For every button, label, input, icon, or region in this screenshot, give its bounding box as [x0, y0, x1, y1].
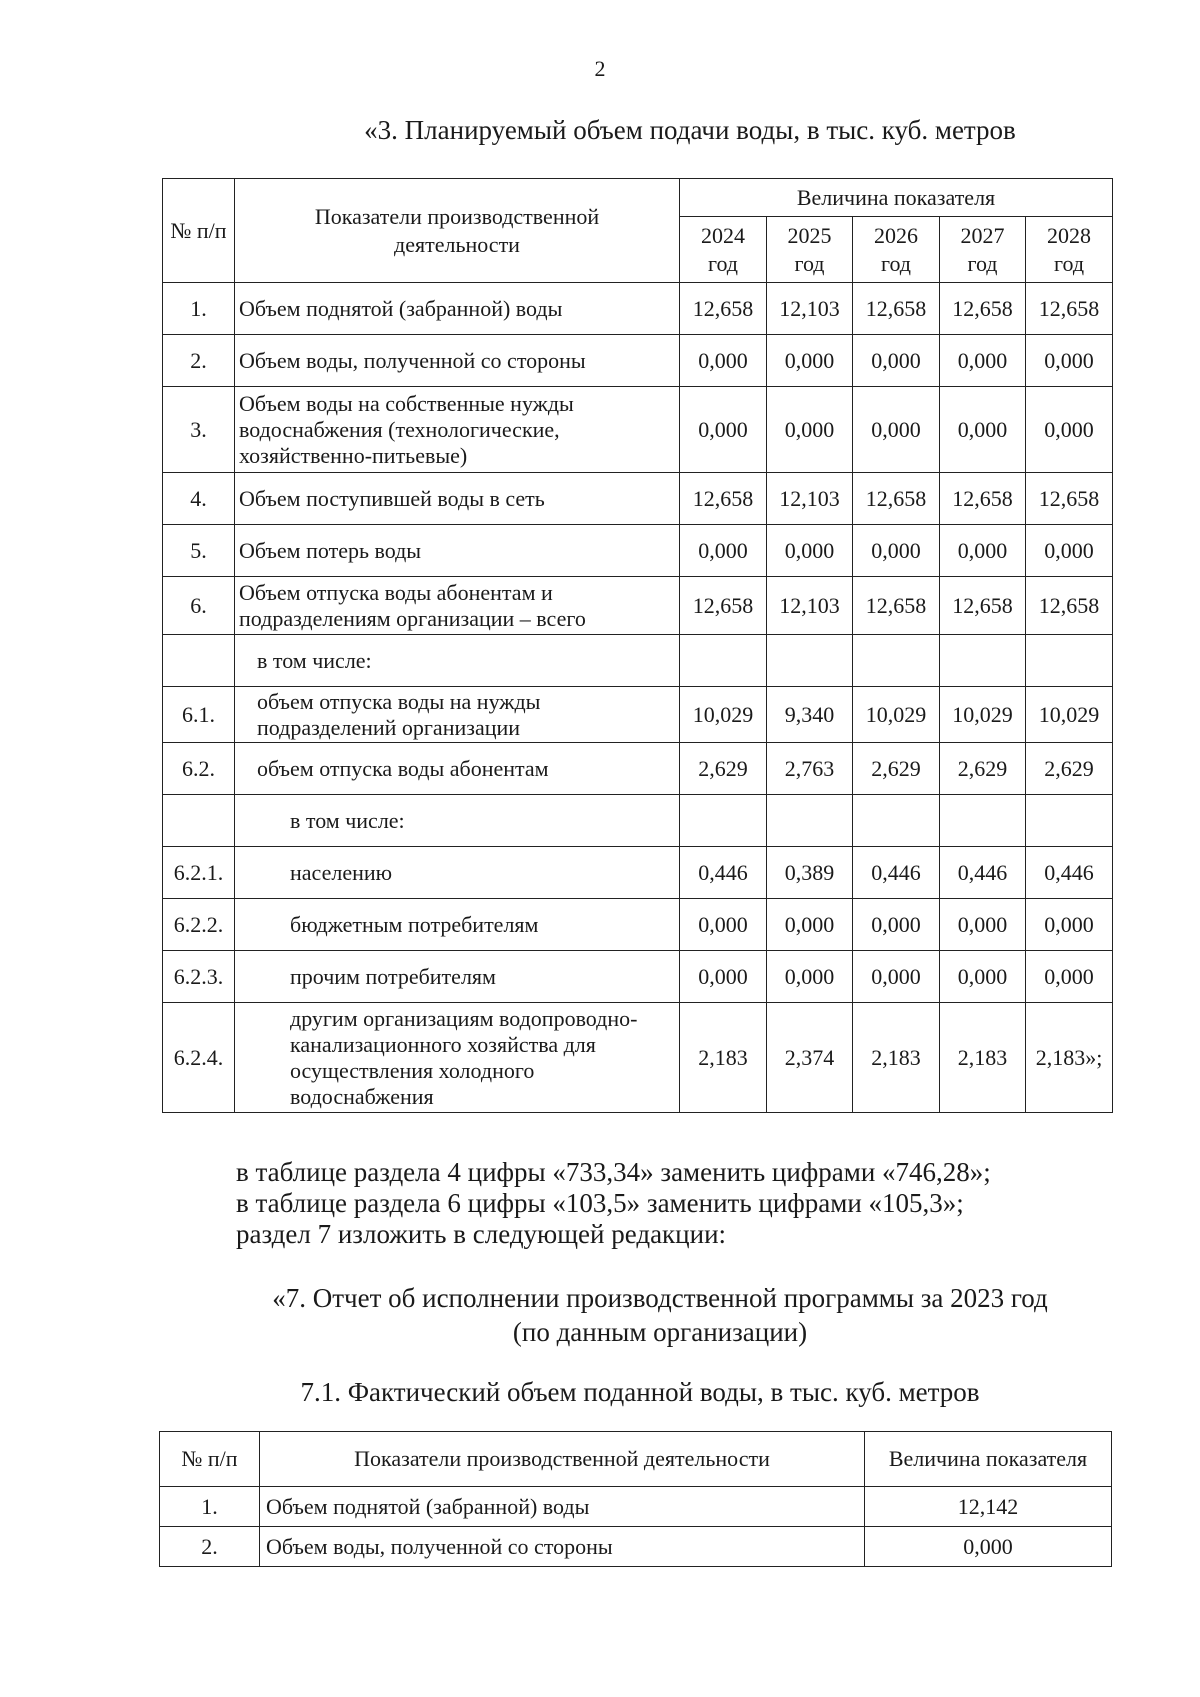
- row-value: 0,000: [680, 899, 767, 951]
- row-value: 12,658: [940, 577, 1026, 635]
- row-value: 0,000: [680, 387, 767, 473]
- row-value: 0,000: [767, 387, 853, 473]
- row-value: [1026, 635, 1113, 687]
- row-value: 12,658: [853, 577, 940, 635]
- row-value: 2,629: [940, 743, 1026, 795]
- row-value: 2,629: [1026, 743, 1113, 795]
- table-row: [163, 847, 1113, 899]
- row-value: 12,658: [1026, 283, 1113, 335]
- header-indicators: Показатели производственной деятельности: [260, 1432, 865, 1487]
- row-value: 12,658: [940, 473, 1026, 525]
- row-value: 10,029: [1026, 687, 1113, 743]
- row-value: [680, 795, 767, 847]
- header-year: 2024 год: [680, 217, 767, 283]
- row-number: 6.2.3.: [163, 951, 235, 1003]
- row-value: 12,658: [1026, 577, 1113, 635]
- row-value: 0,446: [1026, 847, 1113, 899]
- row-value: 2,183: [853, 1003, 940, 1113]
- row-value: [853, 795, 940, 847]
- row-num: 1.: [160, 1487, 260, 1527]
- table-row: [163, 525, 1113, 577]
- section-3-title: «3. Планируемый объем подачи воды, в тыс. куб. метров: [364, 115, 1016, 145]
- row-value: 0,000: [853, 899, 940, 951]
- actual-water-supply-table: [159, 1431, 1112, 1567]
- row-value: [1026, 795, 1113, 847]
- section-7-title: [60, 1281, 1200, 1349]
- row-label: населению: [235, 847, 680, 899]
- row-number: 6.2.4.: [163, 1003, 235, 1113]
- row-num: 2.: [160, 1527, 260, 1567]
- row-label: Объем поднятой (забранной) воды: [260, 1487, 865, 1527]
- row-value: 0,000: [1026, 387, 1113, 473]
- row-value: 0,446: [680, 847, 767, 899]
- row-value: 12,658: [680, 473, 767, 525]
- table-row: [163, 387, 1113, 473]
- row-value: 0,000: [853, 525, 940, 577]
- header-year: 2026 год: [853, 217, 940, 283]
- header-value: Величина показателя: [680, 179, 1113, 217]
- row-number: 2.: [163, 335, 235, 387]
- header-year: 2027 год: [940, 217, 1026, 283]
- row-value: 0,000: [680, 951, 767, 1003]
- row-value: 2,763: [767, 743, 853, 795]
- row-value: [940, 795, 1026, 847]
- row-value: 0,000: [1026, 951, 1113, 1003]
- row-value: 0,000: [767, 899, 853, 951]
- row-value: 12,658: [680, 283, 767, 335]
- header-indicators: Показатели производственной деятельности: [235, 179, 680, 283]
- amendments-text: [236, 1157, 1136, 1250]
- amendment-line: раздел 7 изложить в следующей редакции:: [236, 1219, 727, 1249]
- row-number: 1.: [163, 283, 235, 335]
- row-value: [853, 635, 940, 687]
- row-value: 0,389: [767, 847, 853, 899]
- row-value: 10,029: [680, 687, 767, 743]
- section-7-title-line2: (по данным организации): [512, 1317, 808, 1347]
- row-value: [680, 635, 767, 687]
- row-value: 2,183»;: [1026, 1003, 1113, 1113]
- table-row: [163, 743, 1113, 795]
- row-value: 10,029: [940, 687, 1026, 743]
- amendment-line: в таблице раздела 4 цифры «733,34» заменить цифрами «746,28»;: [236, 1157, 991, 1187]
- header-year: 2028 год: [1026, 217, 1113, 283]
- row-value: 0,000: [940, 335, 1026, 387]
- row-label: объем отпуска воды на нужды подразделений организации: [235, 687, 680, 743]
- row-label: Объем поднятой (забранной) воды: [235, 283, 680, 335]
- table-row: [163, 899, 1113, 951]
- row-value: 2,374: [767, 1003, 853, 1113]
- row-value: 2,183: [680, 1003, 767, 1113]
- row-label: Объем воды, полученной со стороны: [260, 1527, 865, 1567]
- row-label: другим организациям водопроводно-канализационного хозяйства для осуществления холодного водоснабжения: [235, 1003, 680, 1113]
- row-value: 0,000: [940, 525, 1026, 577]
- table-row: [163, 687, 1113, 743]
- row-value: 12,658: [1026, 473, 1113, 525]
- row-value: 0,000: [853, 951, 940, 1003]
- amendment-line: в таблице раздела 6 цифры «103,5» заменить цифрами «105,3»;: [236, 1188, 964, 1218]
- row-value: 0,000: [680, 335, 767, 387]
- row-value: 2,183: [940, 1003, 1026, 1113]
- row-number: 3.: [163, 387, 235, 473]
- table-row: [163, 283, 1113, 335]
- row-value: 0,446: [940, 847, 1026, 899]
- header-value: Величина показателя: [865, 1432, 1112, 1487]
- row-value: 0,000: [1026, 335, 1113, 387]
- row-value: [767, 795, 853, 847]
- row-value: [767, 635, 853, 687]
- header-year: 2025 год: [767, 217, 853, 283]
- table-row: [163, 335, 1113, 387]
- row-value: 2,629: [853, 743, 940, 795]
- table-row: [163, 795, 1113, 847]
- row-number: 5.: [163, 525, 235, 577]
- table-row: [163, 577, 1113, 635]
- row-label: прочим потребителям: [235, 951, 680, 1003]
- row-value: 0,000: [940, 387, 1026, 473]
- row-value: [940, 635, 1026, 687]
- planned-water-supply-table: [162, 178, 1113, 1113]
- row-value: 12,658: [940, 283, 1026, 335]
- row-value: 12,658: [680, 577, 767, 635]
- row-value: 9,340: [767, 687, 853, 743]
- section-7-1-title: 7.1. Фактический объем поданной воды, в тыс. куб. метров: [300, 1377, 980, 1407]
- row-value: 0,000: [767, 951, 853, 1003]
- row-number: 6.2.1.: [163, 847, 235, 899]
- row-number: 4.: [163, 473, 235, 525]
- row-value: 0,000: [680, 525, 767, 577]
- row-label: в том числе:: [235, 635, 680, 687]
- section-7-title-line1: «7. Отчет об исполнении производственной программы за 2023 год: [272, 1283, 1048, 1313]
- row-value: 12,142: [865, 1487, 1112, 1527]
- row-label: Объем потерь воды: [235, 525, 680, 577]
- row-value: 0,000: [940, 899, 1026, 951]
- row-value: 12,103: [767, 473, 853, 525]
- row-label: Объем поступившей воды в сеть: [235, 473, 680, 525]
- row-number: 6.: [163, 577, 235, 635]
- row-value: 12,103: [767, 577, 853, 635]
- row-value: 10,029: [853, 687, 940, 743]
- row-label: в том числе:: [235, 795, 680, 847]
- row-label: Объем воды, полученной со стороны: [235, 335, 680, 387]
- row-value: 0,000: [1026, 525, 1113, 577]
- header-num: № п/п: [160, 1432, 260, 1487]
- header-num: № п/п: [163, 179, 235, 283]
- row-label: Объем отпуска воды абонентам и подразделениям организации – всего: [235, 577, 680, 635]
- row-value: 2,629: [680, 743, 767, 795]
- row-label: бюджетным потребителям: [235, 899, 680, 951]
- table-row: [163, 473, 1113, 525]
- table-row: [163, 951, 1113, 1003]
- table-row: [160, 1487, 1112, 1527]
- table-row: [160, 1527, 1112, 1567]
- row-number: [163, 795, 235, 847]
- row-number: 6.2.2.: [163, 899, 235, 951]
- row-value: 12,658: [853, 283, 940, 335]
- row-value: 0,000: [767, 525, 853, 577]
- row-value: 0,000: [1026, 899, 1113, 951]
- table-row: [163, 1003, 1113, 1113]
- table-row: [163, 635, 1113, 687]
- row-value: 0,000: [865, 1527, 1112, 1567]
- row-value: 0,000: [767, 335, 853, 387]
- row-value: 12,103: [767, 283, 853, 335]
- row-label: объем отпуска воды абонентам: [235, 743, 680, 795]
- page-number: 2: [594, 56, 606, 81]
- row-number: 6.2.: [163, 743, 235, 795]
- row-number: 6.1.: [163, 687, 235, 743]
- row-value: 0,000: [940, 951, 1026, 1003]
- row-label: Объем воды на собственные нужды водоснабжения (технологические, хозяйственно-питьевые): [235, 387, 680, 473]
- row-value: 12,658: [853, 473, 940, 525]
- row-value: 0,000: [853, 335, 940, 387]
- row-value: 0,000: [853, 387, 940, 473]
- row-number: [163, 635, 235, 687]
- row-value: 0,446: [853, 847, 940, 899]
